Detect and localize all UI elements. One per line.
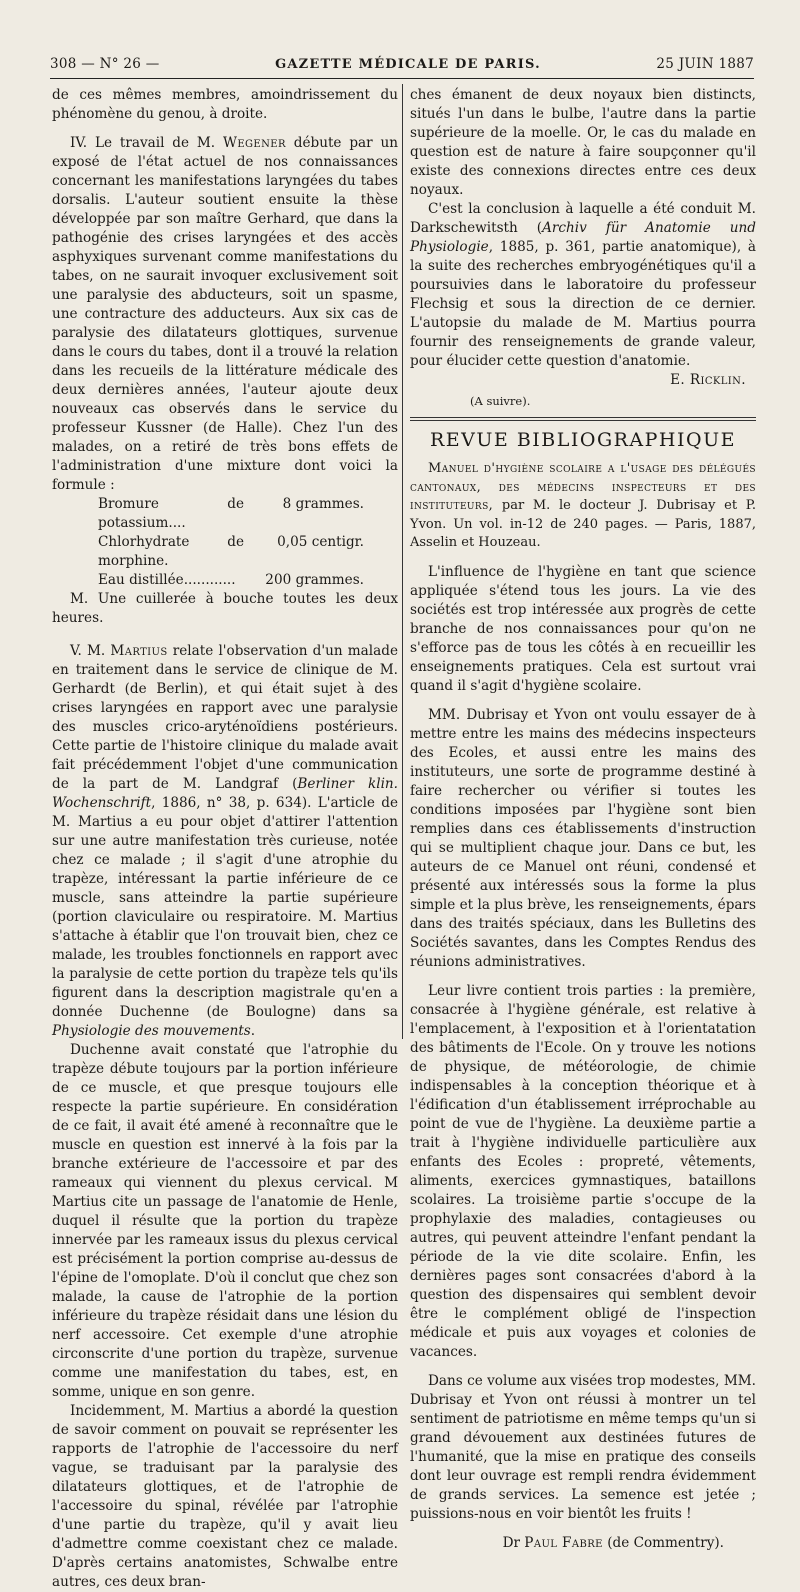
column-divider (402, 84, 403, 1039)
header-rule (50, 78, 754, 79)
page-number: 308 — N° 26 — (50, 56, 160, 72)
paragraph: Duchenne avait constaté que l'atrophie du trapèze débute toujours par la portion inférieure de ce muscle, et que presque toujours elle respecte la partie supérieure. En considération de ce fait, il avait été amené à reconnaître que le muscle en question est innervé à la fois par la branche extérieure de l'accessoire et par des rameaux qui viennent du plexus cervical. M Martius cite un passage de l'anatomie de Henle, duquel il résulte que la portion du trapèze innervée par les rameaux issus du plexus cervical est précisément la portion comprise au-dessus de l'épine de l'omoplate. D'où il conclut que chez son malade, la cause de l'atrophie de la portion inférieure du trapèze résidait dans une lésion du nerf accessoire. Cet exemple d'une atrophie circonscrite d'une portion du trapèze, survenue comme une manifestation du tabes, est, en somme, unique en son genre. (52, 1042, 398, 1400)
paragraph: C'est la conclusion à laquelle a été conduit M. Darkschewitsth (Archiv für Anatomie und Physiologie, 1885, p. 361, partie anatomique), à la suite des recherches embryogénétiques qu'il a poursuivies dans le laboratoire du professeur Flechsig et sous la direction de ce dernier. L'autopsie du malade de M. Martius pourra fournir des renseignements de grande valeur, pour élucider cette question d'anatomie. (410, 201, 756, 369)
journal-title: GAZETTE MÉDICALE DE PARIS. (275, 56, 541, 72)
signature: E. Ricklin. (670, 372, 746, 388)
right-column (410, 86, 756, 1553)
page-header (50, 52, 754, 76)
paragraph: de ces mêmes membres, amoindrissement du phénomène du genou, à droite. (52, 87, 398, 122)
book-reference: Manuel d'hygiène scolaire a l'usage des délégués cantonaux, des médecins inspecteurs et des instituteurs, par M. le docteur J. Dubrisay et P. Yvon. Un vol. in-12 de 240 pages. — Paris, 1887, Asselin et Houzeau. (410, 461, 756, 550)
author-name: Martius (110, 643, 168, 659)
to-be-continued: (A suivre). (470, 394, 531, 408)
paragraph-v: V. M. Martius relate l'observation d'un malade en traitement dans le service de clinique de M. Gerhardt (de Berlin), et qui était sujet à des crises laryngées en rapport avec une paralysie des muscles crico-aryténoïdiens postérieurs. Cette partie de l'histoire clinique du malade avait fait précédemment l'objet d'une communication de la part de M. Landgraf (Berliner klin. Wochenschrift, 1886, n° 38, p. 634). L'article de M. Martius a eu pour objet d'attirer l'attention sur une autre manifestation très curieuse, notée chez ce malade ; il s'agit d'une atrophie du trapèze, intéressant la partie inférieure de ce muscle, sans atteindre la partie supérieure (portion claviculaire ou respiratoire. M. Martius s'attache à établir que l'on trouvait bien, chez ce malade, les troubles fonctionnels en rapport avec la paralysie de cette portion du trapèze tels qu'ils figurent dans la description magistrale qu'en a donnée Duchenne (de Boulogne) dans sa Physiologie des mouvements. (52, 643, 398, 1039)
reviewer-signature: Dr Paul Fabre (de Commentry). (502, 1534, 724, 1551)
section-rule (410, 420, 756, 421)
formula-row: Eau distillée............ 200 grammes. (98, 572, 364, 588)
paragraph-iv: IV. Le travail de M. Wegener débute par un exposé de l'état actuel de nos connaissances concernant les manifestations laryngées du tabes dorsalis. L'auteur soutient ensuite la thèse développée par son maître Gerhard, que dans la pathogénie des crises laryngées et des accès asphyxiques survenant comme manifestations du tabes, on ne saurait invoquer exclusivement soit une paralysie des abducteurs, soit un spasme, une contracture des adducteurs. Aux six cas de paralysie des dilatateurs glottiques, survenue dans le cours du tabes, dont il a trouvé la relation dans les recueils de la littérature médicale des deux dernières années, l'auteur ajoute deux nouveaux cas observés dans le service du professeur Kussner (de Halle). Chez l'un des malades, on a retiré de très bons effets de l'administration d'une mixture dont voici la formule : (52, 135, 398, 493)
formula-row: Bromure de potassium.... 8 grammes. (98, 496, 364, 531)
left-column (52, 86, 398, 1592)
formula-row: Chlorhydrate de morphine. 0,05 centigr. (98, 534, 364, 569)
paragraph: M. Une cuillerée à bouche toutes les deux heures. (52, 591, 398, 626)
formula-list (98, 495, 398, 590)
paragraph: Incidemment, M. Martius a abordé la question de savoir comment on pouvait se représenter les rapports de l'atrophie de l'accessoire du nerf vague, se traduisant par la paralysie des dilatateurs glottiques, et de l'atrophie de l'accessoire du spinal, révélée par l'atrophie d'une partie du trapèze, qu'il y avait lieu d'admettre comme coexistant chez ce malade. D'après certains anatomistes, Schwalbe entre autres, ces deux bran- (52, 1403, 398, 1590)
paragraph: Dans ce volume aux visées trop modestes, MM. Dubrisay et Yvon ont réussi à montrer un tel sentiment de patriotisme en même temps qu'un si grand dévouement aux destinées futures de l'humanité, que la mise en pratique des conseils dont leur ouvrage est rempli rendra évidemment de grands services. La semence est jetée ; puissions-nous en voir bientôt les fruits ! (410, 1372, 756, 1522)
paragraph: MM. Dubrisay et Yvon ont voulu essayer de à mettre entre les mains des médecins inspecteurs des Ecoles, et aussi entre les mains des instituteurs, une sorte de programme destiné à faire rechercher ou vérifier si toutes les conditions imposées par l'hygiène sont bien remplies dans ces établissements d'instruction qui se multiplient chaque jour. Dans ce but, les auteurs de ce Manuel ont réuni, condensé et présenté aux intéressés sous la forme la plus simple et la plus brève, les renseignements, épars dans des traités spéciaux, dans les Bulletins des Sociétés savantes, dans les Comptes Rendus des réunions administratives. (410, 706, 756, 970)
author-name: Wegener (222, 135, 286, 151)
section-rule (410, 417, 756, 418)
section-title: REVUE BIBLIOGRAPHIQUE (430, 429, 736, 451)
issue-date: 25 JUIN 1887 (656, 56, 754, 72)
paragraph: ches émanent de deux noyaux bien distincts, situés l'un dans le bulbe, l'autre dans la partie supérieure de la moelle. Or, le cas du malade en question est de nature à faire soupçonner qu'il existe des connexions directes entre ces deux noyaux. (410, 87, 756, 198)
paragraph: Leur livre contient trois parties : la première, consacrée à l'hygiène générale, est relative à l'emplacement, à l'exposition et à l'orientatation des bâtiments de l'Ecole. On y trouve les notions de physique, de météorologie, de chimie indispensables à la conception théorique et à l'édification d'un établissement irréprochable au point de vue de l'hygiène. La deuxième partie a trait à l'hygiène individuelle particulière aux enfants des Ecoles : propreté, vêtements, aliments, exercices gymnastiques, bataillons scolaires. La troisième partie s'occupe de la prophylaxie des maladies, contagieuses ou autres, qui peuvent atteindre l'enfant pendant la période de la vie dite scolaire. Enfin, les dernières pages sont consacrées d'abord à la question des dispensaires qui semblent devoir être le complément obligé de l'inspection médicale et puis aux voyages et colonies de vacances. (410, 982, 756, 1360)
paragraph: L'influence de l'hygiène en tant que science appliquée s'étend tous les jours. La vie des sociétés est trop intéressée aux progrès de cette branche de nos connaissances pour qu'on ne s'efforce pas de tous les côtés à en recueillir les enseignements pratiques. Cela est surtout vrai quand il s'agit d'hygiène scolaire. (410, 563, 756, 694)
